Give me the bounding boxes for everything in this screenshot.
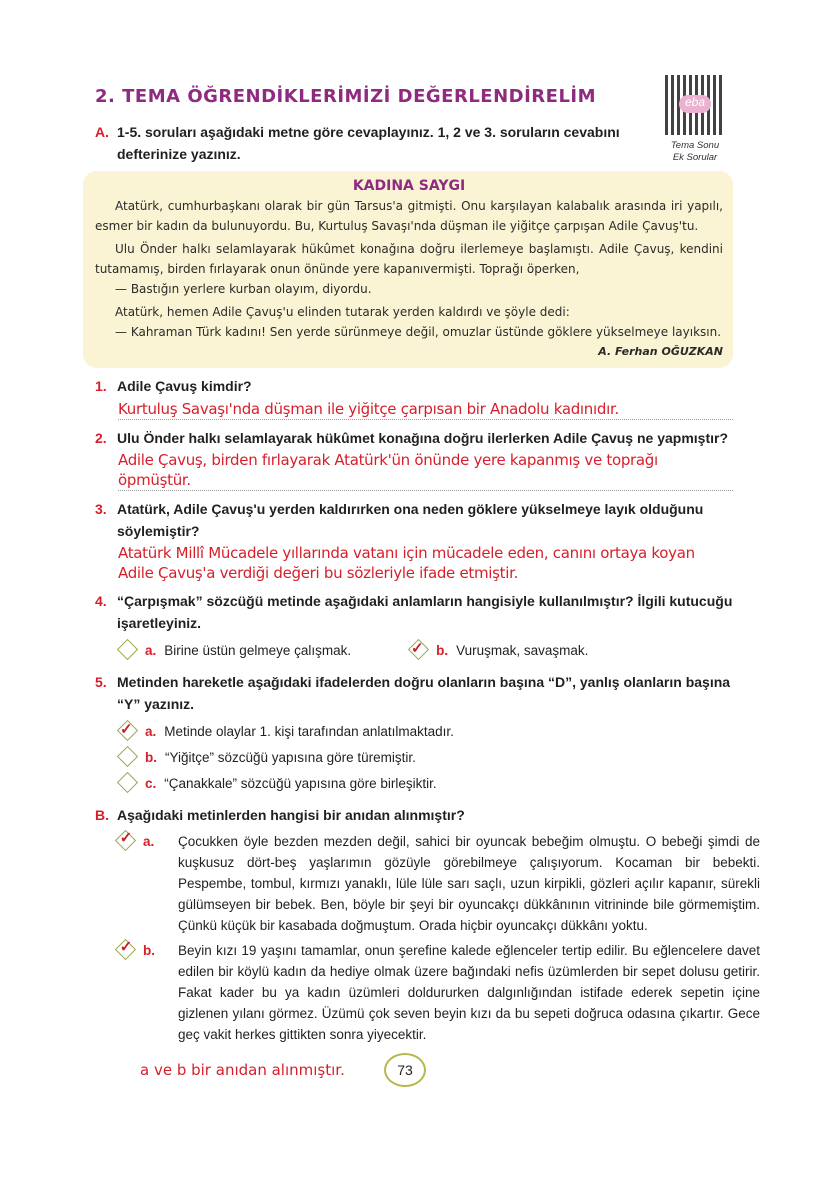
option-letter: b. <box>143 942 155 958</box>
section-letter: B. <box>95 807 109 823</box>
qr-caption-line: Ek Sorular <box>672 152 718 163</box>
question-number: 3. <box>95 501 107 517</box>
option-letter: a. <box>145 724 157 739</box>
question-4 <box>83 591 733 634</box>
options-4 <box>120 638 733 664</box>
checkbox-diamond[interactable] <box>117 639 138 660</box>
page-number: 73 <box>384 1053 426 1087</box>
story-paragraph: Ulu Önder halkı selamlayarak hükûmet konağına doğru ilerlemeye başlamıştı. Adile Çavuş, kendini tutamamış, birden fırlayarak onun önünde yere kapanıvermişti. Toprağı öperken, <box>95 242 723 276</box>
option-4b[interactable] <box>411 638 588 664</box>
question-block-3 <box>83 499 733 583</box>
checkbox-diamond[interactable] <box>408 639 429 660</box>
checkbox-diamond[interactable] <box>117 746 138 767</box>
question-block-5 <box>83 672 733 797</box>
answer-2[interactable]: Adile Çavuş, birden fırlayarak Atatürk'ün önünde yere kapanmış ve toprağı öpmüştür. <box>118 450 733 491</box>
section-a-instruction <box>83 122 643 165</box>
option-letter: a. <box>143 833 155 849</box>
option-b-a-marker[interactable] <box>118 831 178 936</box>
question-2 <box>83 428 733 450</box>
question-text: “Çarpışmak” sözcüğü metinde aşağıdaki anlamların hangisiyle kullanılmıştır? İlgili kutucuğu işaretleyiniz. <box>117 593 733 631</box>
story-paragraph: Atatürk, cumhurbaşkanı olarak bir gün Tarsus'a gitmişti. Onu karşılayan kalabalık arasında iri yapılı, esmer bir kadın da bulunuyordu. Bu, Kurtuluş Savaşı'nda düşman ile yiğitçe çarpışan Adile Çavuş'tu. <box>95 199 723 233</box>
option-text: Metinde olaylar 1. kişi tarafından anlatılmaktadır. <box>164 724 454 739</box>
question-text: Ulu Önder halkı selamlayarak hükûmet konağına doğru ilerlerken Adile Çavuş ne yapmıştır? <box>117 429 729 446</box>
page-title: 2. TEMA ÖĞRENDİKLERİMİZİ DEĞERLENDİRELİM <box>95 86 597 107</box>
option-text: Vuruşmak, savaşmak. <box>456 643 589 658</box>
checkmark-icon: ✓ <box>119 829 133 847</box>
question-3 <box>83 499 733 542</box>
story-paragraph: — Kahraman Türk kadını! Sen yerde sürünmeye değil, omuzlar üstünde göklere yükselmeye layıksın. <box>115 325 722 339</box>
question-text: Adile Çavuş kimdir? <box>117 378 252 394</box>
section-letter: A. <box>95 124 109 140</box>
option-5c[interactable] <box>120 771 733 797</box>
answer-3[interactable]: Atatürk Millî Mücadele yıllarında vatanı için mücadele eden, canını ortaya koyan Adile Çavuş'a verdiği değeri bu sözleriyle ifade etmiştir. <box>118 544 695 582</box>
story-paragraph: — Bastığın yerlere kurban olayım, diyordu. <box>115 282 372 296</box>
question-1 <box>83 376 733 398</box>
question-block-4 <box>83 591 733 664</box>
options-5 <box>120 719 733 797</box>
instruction-text: 1-5. soruları aşağıdaki metne göre cevaplayınız. 1, 2 ve 3. soruların cevabını defterinize yazınız. <box>117 124 620 162</box>
option-text: Birine üstün gelmeye çalışmak. <box>164 643 352 658</box>
question-text: Aşağıdaki metinlerden hangisi bir anıdan alınmıştır? <box>117 807 465 823</box>
eba-logo: eba <box>679 95 711 113</box>
option-4a[interactable] <box>120 638 351 664</box>
question-block-2 <box>83 428 733 492</box>
option-5b[interactable] <box>120 745 733 771</box>
checkmark-icon: ✓ <box>411 639 424 657</box>
question-number: 1. <box>95 378 107 394</box>
question-text: Atatürk, Adile Çavuş'u yerden kaldırırken ona neden göklere yükselmeye layık olduğunu söylemiştir? <box>117 501 704 539</box>
option-b-a-text: Çocukken öyle bezden mezden değil, sahici bir oyuncak bebeğim olmuştu. O bebeği şimdi de kuşkusuz dört-beş yaşlarımın gözüyle görebilmeye çalışıyorum. Kocaman bir bebekti. Pespembe, tombul, kırmızı yanaklı, lüle lüle sarı saçlı, uzun kirpikli, gözleri açılır kapanır, sürekli gülümseyen bir bebek. Ben, böyle bir şeyi bir oyuncakçı dükkânının vitrininde bile görmemiştim. Çünkü küçük bir kasabada doğmuştum. Orada hiçbir oyuncakçı dükkânı yoktu. <box>178 833 760 933</box>
option-letter: a. <box>145 643 157 658</box>
story-author: A. Ferhan OĞUZKAN <box>598 345 723 358</box>
option-b-b-marker[interactable] <box>118 940 178 1045</box>
page-footer <box>140 1053 733 1087</box>
story-title: KADINA SAYGI <box>352 178 466 194</box>
question-number: 4. <box>95 593 107 609</box>
question-number: 2. <box>95 429 107 446</box>
option-letter: c. <box>145 776 157 791</box>
section-b-answer[interactable]: a ve b bir anıdan alınmıştır. <box>140 1060 345 1079</box>
option-text: “Yiğitçe” sözcüğü yapısına göre türemiştir. <box>165 750 416 765</box>
option-text: “Çanakkale” sözcüğü yapısına göre birleşiktir. <box>164 776 437 791</box>
story-text <box>95 196 723 362</box>
section-b <box>83 805 760 1045</box>
answer-1[interactable]: Kurtuluş Savaşı'nda düşman ile yiğitçe çarpısan bir Anadolu kadınıdır. <box>118 399 733 420</box>
question-5 <box>83 672 733 715</box>
checkbox-diamond[interactable] <box>117 720 138 741</box>
checkbox-diamond[interactable] <box>117 772 138 793</box>
option-b-b-text: Beyin kızı 19 yaşını tamamlar, onun şerefine kalede eğlenceler tertip edilir. Bu eğlencelere davet edilen bir köylü kadın da hediye olmak üzere bağındaki nefis üzümlerden bir sepet dolusu getirir. Fakat kader bu ya kadın üzümleri doldururken dalgınlığından istifade ederek sepetin içine gizlenen yılanı görmez. Üzümü çok seven beyin kızı da bu sepeti doğruca odasına çıkartır. Gece geç vakit herkes gittikten sonra yiyecektir. <box>178 942 760 1042</box>
story-box <box>83 171 733 368</box>
checkmark-icon: ✓ <box>120 720 133 738</box>
checkbox-diamond[interactable] <box>115 829 136 850</box>
question-block-1 <box>83 376 733 420</box>
question-number: 5. <box>95 674 107 690</box>
section-b-question <box>83 805 733 827</box>
content-column <box>83 122 760 1087</box>
qr-caption-line: Tema Sonu <box>670 140 720 151</box>
checkbox-diamond[interactable] <box>115 938 136 959</box>
story-paragraph: Atatürk, hemen Adile Çavuş'u elinden tutarak yerden kaldırdı ve şöyle dedi: <box>115 305 570 319</box>
option-5a[interactable] <box>120 719 733 745</box>
option-letter: b. <box>145 750 157 765</box>
question-text: Metinden hareketle aşağıdaki ifadelerden doğru olanların başına “D”, yanlış olanların başına “Y” yazınız. <box>117 674 731 712</box>
checkmark-icon: ✓ <box>119 938 133 956</box>
section-b-options <box>118 829 760 1045</box>
option-letter: b. <box>436 643 449 658</box>
